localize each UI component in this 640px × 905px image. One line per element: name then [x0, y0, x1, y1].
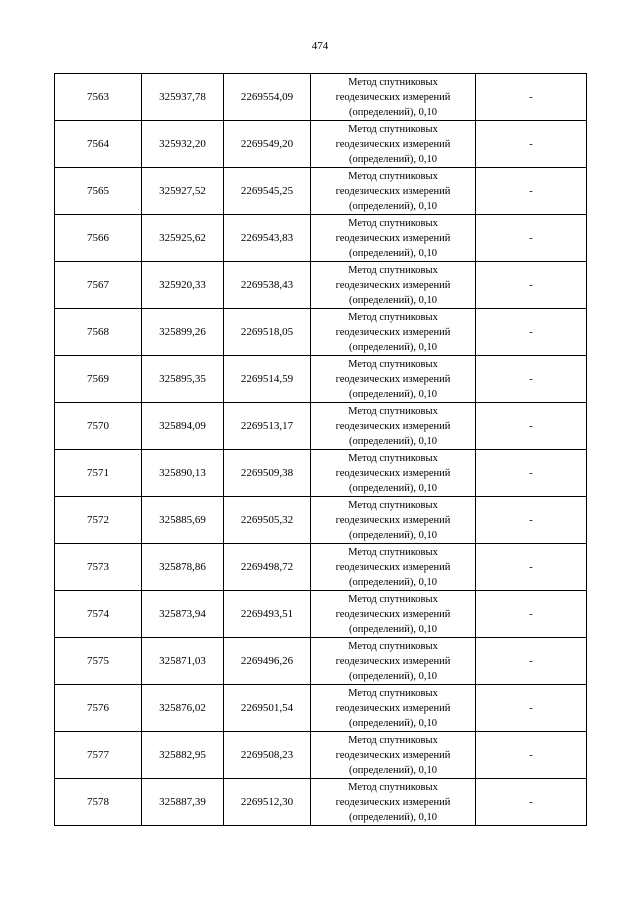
- table-row: [55, 591, 587, 638]
- method-line: Метод спутниковых: [348, 593, 438, 605]
- table-row: [55, 732, 587, 779]
- method-line: (определений), 0,10: [348, 388, 438, 400]
- point-number-cell: 7576: [55, 685, 142, 732]
- method-line: геодезических измерений: [335, 138, 451, 150]
- method-line: геодезических измерений: [335, 467, 451, 479]
- point-number-cell: 7568: [55, 309, 142, 356]
- method-cell: [311, 121, 476, 168]
- note-cell: -: [476, 779, 587, 826]
- method-line: (определений), 0,10: [348, 529, 438, 541]
- point-number-cell: 7564: [55, 121, 142, 168]
- method-line: (определений), 0,10: [348, 811, 438, 823]
- method-cell: [311, 732, 476, 779]
- method-line: (определений), 0,10: [348, 294, 438, 306]
- note-cell: -: [476, 262, 587, 309]
- x-coordinate-cell: 325899,26: [142, 309, 224, 356]
- method-line: (определений), 0,10: [348, 576, 438, 588]
- y-coordinate-cell: 2269513,17: [224, 403, 311, 450]
- note-cell: -: [476, 685, 587, 732]
- note-cell: -: [476, 403, 587, 450]
- point-number-cell: 7573: [55, 544, 142, 591]
- y-coordinate-cell: 2269508,23: [224, 732, 311, 779]
- method-cell: [311, 779, 476, 826]
- method-line: геодезических измерений: [335, 279, 451, 291]
- note-cell: -: [476, 309, 587, 356]
- method-line: (определений), 0,10: [348, 435, 438, 447]
- x-coordinate-cell: 325887,39: [142, 779, 224, 826]
- coordinates-table: [54, 73, 587, 826]
- point-number-cell: 7572: [55, 497, 142, 544]
- note-cell: -: [476, 74, 587, 121]
- method-cell: [311, 403, 476, 450]
- table-row: [55, 450, 587, 497]
- y-coordinate-cell: 2269514,59: [224, 356, 311, 403]
- method-line: Метод спутниковых: [348, 734, 438, 746]
- method-cell: [311, 74, 476, 121]
- note-cell: -: [476, 356, 587, 403]
- method-line: Метод спутниковых: [348, 170, 438, 182]
- table-row: [55, 779, 587, 826]
- method-line: геодезических измерений: [335, 91, 451, 103]
- y-coordinate-cell: 2269538,43: [224, 262, 311, 309]
- x-coordinate-cell: 325937,78: [142, 74, 224, 121]
- method-line: Метод спутниковых: [348, 358, 438, 370]
- y-coordinate-cell: 2269493,51: [224, 591, 311, 638]
- note-cell: -: [476, 168, 587, 215]
- method-cell: [311, 356, 476, 403]
- x-coordinate-cell: 325871,03: [142, 638, 224, 685]
- method-line: (определений), 0,10: [348, 341, 438, 353]
- x-coordinate-cell: 325895,35: [142, 356, 224, 403]
- point-number-cell: 7566: [55, 215, 142, 262]
- method-line: геодезических измерений: [335, 514, 451, 526]
- method-line: Метод спутниковых: [348, 499, 438, 511]
- method-cell: [311, 685, 476, 732]
- method-line: Метод спутниковых: [348, 452, 438, 464]
- x-coordinate-cell: 325925,62: [142, 215, 224, 262]
- x-coordinate-cell: 325932,20: [142, 121, 224, 168]
- method-line: Метод спутниковых: [348, 781, 438, 793]
- method-line: (определений), 0,10: [348, 247, 438, 259]
- method-cell: [311, 168, 476, 215]
- table-row: [55, 262, 587, 309]
- y-coordinate-cell: 2269505,32: [224, 497, 311, 544]
- x-coordinate-cell: 325920,33: [142, 262, 224, 309]
- method-line: (определений), 0,10: [348, 482, 438, 494]
- method-line: геодезических измерений: [335, 373, 451, 385]
- note-cell: -: [476, 215, 587, 262]
- method-line: (определений), 0,10: [348, 623, 438, 635]
- table-row: [55, 685, 587, 732]
- y-coordinate-cell: 2269512,30: [224, 779, 311, 826]
- point-number-cell: 7571: [55, 450, 142, 497]
- method-line: Метод спутниковых: [348, 123, 438, 135]
- method-line: геодезических измерений: [335, 232, 451, 244]
- y-coordinate-cell: 2269554,09: [224, 74, 311, 121]
- x-coordinate-cell: 325882,95: [142, 732, 224, 779]
- method-line: Метод спутниковых: [348, 687, 438, 699]
- method-line: геодезических измерений: [335, 749, 451, 761]
- point-number-cell: 7567: [55, 262, 142, 309]
- point-number-cell: 7578: [55, 779, 142, 826]
- point-number-cell: 7565: [55, 168, 142, 215]
- method-line: геодезических измерений: [335, 608, 451, 620]
- method-line: геодезических измерений: [335, 185, 451, 197]
- x-coordinate-cell: 325890,13: [142, 450, 224, 497]
- method-line: геодезических измерений: [335, 655, 451, 667]
- method-cell: [311, 450, 476, 497]
- table-row: [55, 638, 587, 685]
- x-coordinate-cell: 325927,52: [142, 168, 224, 215]
- y-coordinate-cell: 2269549,20: [224, 121, 311, 168]
- x-coordinate-cell: 325878,86: [142, 544, 224, 591]
- point-number-cell: 7577: [55, 732, 142, 779]
- method-cell: [311, 638, 476, 685]
- note-cell: -: [476, 450, 587, 497]
- method-line: Метод спутниковых: [348, 311, 438, 323]
- x-coordinate-cell: 325873,94: [142, 591, 224, 638]
- method-line: (определений), 0,10: [348, 717, 438, 729]
- method-cell: [311, 309, 476, 356]
- method-line: (определений), 0,10: [348, 106, 438, 118]
- x-coordinate-cell: 325876,02: [142, 685, 224, 732]
- y-coordinate-cell: 2269509,38: [224, 450, 311, 497]
- y-coordinate-cell: 2269543,83: [224, 215, 311, 262]
- point-number-cell: 7575: [55, 638, 142, 685]
- method-cell: [311, 497, 476, 544]
- method-line: геодезических измерений: [335, 561, 451, 573]
- method-line: геодезических измерений: [335, 796, 451, 808]
- table-row: [55, 356, 587, 403]
- method-line: (определений), 0,10: [348, 764, 438, 776]
- method-line: (определений), 0,10: [348, 200, 438, 212]
- table-row: [55, 403, 587, 450]
- method-line: геодезических измерений: [335, 326, 451, 338]
- method-line: Метод спутниковых: [348, 640, 438, 652]
- method-line: (определений), 0,10: [348, 670, 438, 682]
- method-cell: [311, 262, 476, 309]
- y-coordinate-cell: 2269496,26: [224, 638, 311, 685]
- x-coordinate-cell: 325894,09: [142, 403, 224, 450]
- method-line: геодезических измерений: [335, 702, 451, 714]
- x-coordinate-cell: 325885,69: [142, 497, 224, 544]
- method-line: Метод спутниковых: [348, 546, 438, 558]
- table-row: [55, 544, 587, 591]
- note-cell: -: [476, 591, 587, 638]
- method-line: Метод спутниковых: [348, 405, 438, 417]
- note-cell: -: [476, 638, 587, 685]
- y-coordinate-cell: 2269501,54: [224, 685, 311, 732]
- y-coordinate-cell: 2269518,05: [224, 309, 311, 356]
- method-line: Метод спутниковых: [348, 217, 438, 229]
- method-cell: [311, 544, 476, 591]
- y-coordinate-cell: 2269545,25: [224, 168, 311, 215]
- point-number-cell: 7569: [55, 356, 142, 403]
- coordinates-table-body: [55, 74, 587, 826]
- note-cell: -: [476, 497, 587, 544]
- method-cell: [311, 215, 476, 262]
- point-number-cell: 7570: [55, 403, 142, 450]
- note-cell: -: [476, 121, 587, 168]
- y-coordinate-cell: 2269498,72: [224, 544, 311, 591]
- table-row: [55, 497, 587, 544]
- method-cell: [311, 591, 476, 638]
- point-number-cell: 7563: [55, 74, 142, 121]
- method-line: геодезических измерений: [335, 420, 451, 432]
- method-line: Метод спутниковых: [348, 264, 438, 276]
- method-line: Метод спутниковых: [348, 76, 438, 88]
- page-number: 474: [311, 40, 329, 52]
- table-row: [55, 121, 587, 168]
- table-row: [55, 215, 587, 262]
- table-row: [55, 309, 587, 356]
- note-cell: -: [476, 544, 587, 591]
- table-row: [55, 74, 587, 121]
- point-number-cell: 7574: [55, 591, 142, 638]
- note-cell: -: [476, 732, 587, 779]
- method-line: (определений), 0,10: [348, 153, 438, 165]
- table-row: [55, 168, 587, 215]
